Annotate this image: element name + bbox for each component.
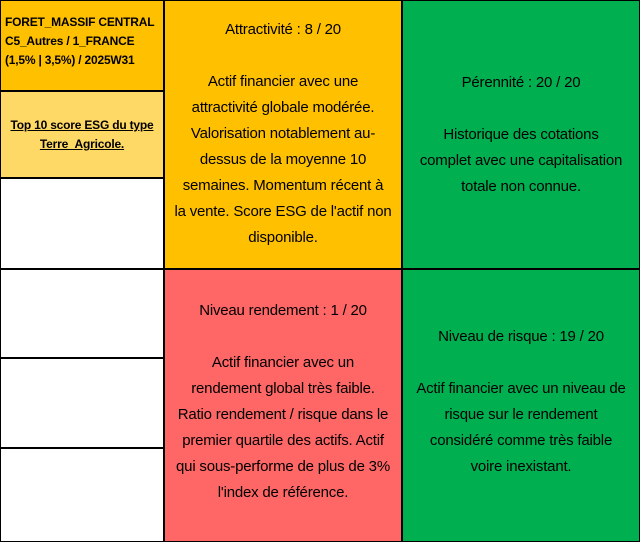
risque-title: Niveau de risque : 19 / 20 xyxy=(438,328,604,345)
rendement-cell xyxy=(164,269,402,542)
esg-link-line1[interactable]: Top 10 score ESG du type xyxy=(10,118,154,132)
empty-cell-2 xyxy=(0,269,164,358)
risque-description xyxy=(403,376,639,480)
risque-line: risque sur le rendement xyxy=(444,406,598,423)
rendement-line: rendement global très faible. xyxy=(191,380,375,397)
asset-name: FORET_MASSIF CENTRAL xyxy=(5,15,155,29)
attractivite-description xyxy=(165,69,401,251)
attractivite-line: attractivité globale modérée. xyxy=(191,99,375,116)
risque-line: considéré comme très faible xyxy=(429,432,613,449)
rendement-line: l'index de référence. xyxy=(217,484,349,501)
esg-top10-link[interactable] xyxy=(5,116,159,154)
attractivite-title: Attractivité : 8 / 20 xyxy=(225,21,341,38)
esg-link-line2[interactable]: Terre_Agricole. xyxy=(39,137,125,151)
attractivite-line: disponible. xyxy=(248,229,318,246)
attractivite-cell xyxy=(164,0,402,269)
attractivite-line: Actif financier avec une xyxy=(207,73,359,90)
rendement-line: Ratio rendement / risque dans le xyxy=(177,406,389,423)
attractivite-line: semaines. Momentum récent à xyxy=(182,177,384,194)
perennite-line: totale non connue. xyxy=(461,178,581,195)
perennite-line: complet avec une capitalisation xyxy=(419,152,623,169)
rendement-line: Actif financier avec un xyxy=(211,354,355,371)
risque-line: voire inexistant. xyxy=(470,458,572,475)
empty-cell-3 xyxy=(0,358,164,448)
attractivite-line: Valorisation notablement au- xyxy=(190,125,376,142)
esg-top10-cell[interactable] xyxy=(0,91,164,178)
asset-header-cell xyxy=(0,0,164,91)
empty-cell-4 xyxy=(0,448,164,542)
rendement-description xyxy=(165,350,401,506)
attractivite-line: la vente. Score ESG de l'actif non xyxy=(174,203,392,220)
perennite-title: Pérennité : 20 / 20 xyxy=(461,74,581,91)
rendement-line: premier quartile des actifs. Actif xyxy=(182,432,384,449)
empty-cell-1 xyxy=(0,178,164,269)
asset-period: (1,5% | 3,5%) / 2025W31 xyxy=(5,53,135,67)
risque-cell xyxy=(402,269,640,542)
perennite-description xyxy=(403,122,639,200)
attractivite-line: dessus de la moyenne 10 xyxy=(199,151,367,168)
rendement-line: qui sous-performe de plus de 3% xyxy=(176,458,390,475)
risque-line: Actif financier avec un niveau de xyxy=(416,380,626,397)
asset-category: C5_Autres / 1_FRANCE xyxy=(5,34,135,48)
rendement-title: Niveau rendement : 1 / 20 xyxy=(199,302,367,319)
perennite-line: Historique des cotations xyxy=(443,126,599,143)
perennite-cell xyxy=(402,0,640,269)
